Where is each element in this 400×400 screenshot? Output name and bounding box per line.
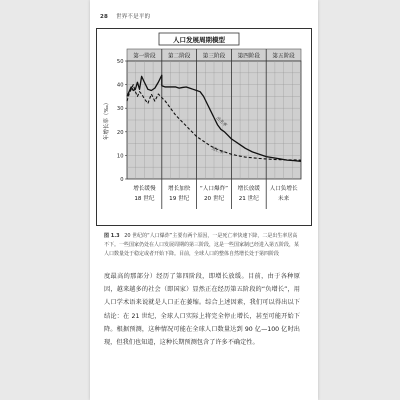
stage-bottom-label: 人口负增长	[269, 186, 298, 192]
y-tick-label: 40	[116, 82, 124, 89]
stage-bottom-label: 19 世纪	[169, 196, 190, 202]
stage-bottom-label: 增长加快	[168, 186, 191, 192]
caption-text: 20 世纪的“人口爆炸”主要有两个原因，一是死亡率快速下降，二是出生率居高不下。一些国家仍处在人口发展周期的第三阶段，这是一些国家制已经进入第五阶段，某人口数量处于稳定或者开始下降。目前，全球人口的整体自然增长处于第四阶段	[104, 233, 300, 257]
y-axis-label: 年增长率（‰）	[104, 99, 110, 141]
stage-name: 第五阶段	[272, 53, 295, 60]
stage-bottom-label: 增长缓慢	[133, 186, 156, 192]
stage-name: 第三阶段	[202, 53, 226, 60]
figure-caption	[104, 232, 300, 259]
stage-name: 第一阶段	[133, 53, 156, 60]
running-head	[100, 12, 150, 20]
stage-bottom-label: “人口爆炸”	[199, 186, 229, 192]
figure-frame	[96, 28, 312, 226]
series-label: 出生率	[215, 115, 228, 128]
y-tick-label: 20	[116, 129, 124, 136]
stage-bottom-label: 18 世纪	[134, 196, 155, 202]
caption-label: 图 1.3	[104, 233, 120, 239]
stage-bottom-label: 21 世纪	[238, 196, 259, 202]
stage-bottom-label: 未来	[277, 196, 290, 202]
y-tick-label: 50	[116, 59, 124, 65]
stage-name: 第二阶段	[168, 53, 191, 60]
population-cycle-chart	[97, 29, 313, 227]
series-label: 死亡率	[210, 145, 225, 155]
page-number: 28	[100, 14, 109, 20]
book-title: 世界不是平的	[116, 14, 151, 20]
y-tick-label: 0	[120, 177, 124, 183]
stage-bottom-label: 增长放缓	[237, 186, 260, 192]
stage-name: 第四阶段	[237, 53, 260, 60]
grid-lines	[127, 61, 301, 179]
y-axis	[117, 59, 127, 183]
stage-bottom-labels	[133, 184, 298, 202]
chart-title: 人口发展周期模型	[173, 36, 225, 44]
y-tick-label: 30	[116, 106, 124, 113]
stage-bottom-label: 20 世纪	[203, 196, 225, 202]
body-paragraph: 度最高的那部分）经历了第四阶段，即增长放缓。目前，由于各种原因，越来越多的社会（即国家）显然正在经历第五阶段的“负增长”，用人口学术语来说就是人口正在萎缩。综合上述因素，我们可以得出以下结论：在 21 世纪，全球人口实际上将完全停止增长，甚至可能开始下降。根据预测，这种情况可能在全球人口数量达到 90 亿—100 亿时出现，但我们也知道，这种长期预测包含了许多不确定性。	[104, 273, 300, 347]
book-page	[90, 0, 318, 400]
y-tick-label: 10	[116, 153, 124, 160]
